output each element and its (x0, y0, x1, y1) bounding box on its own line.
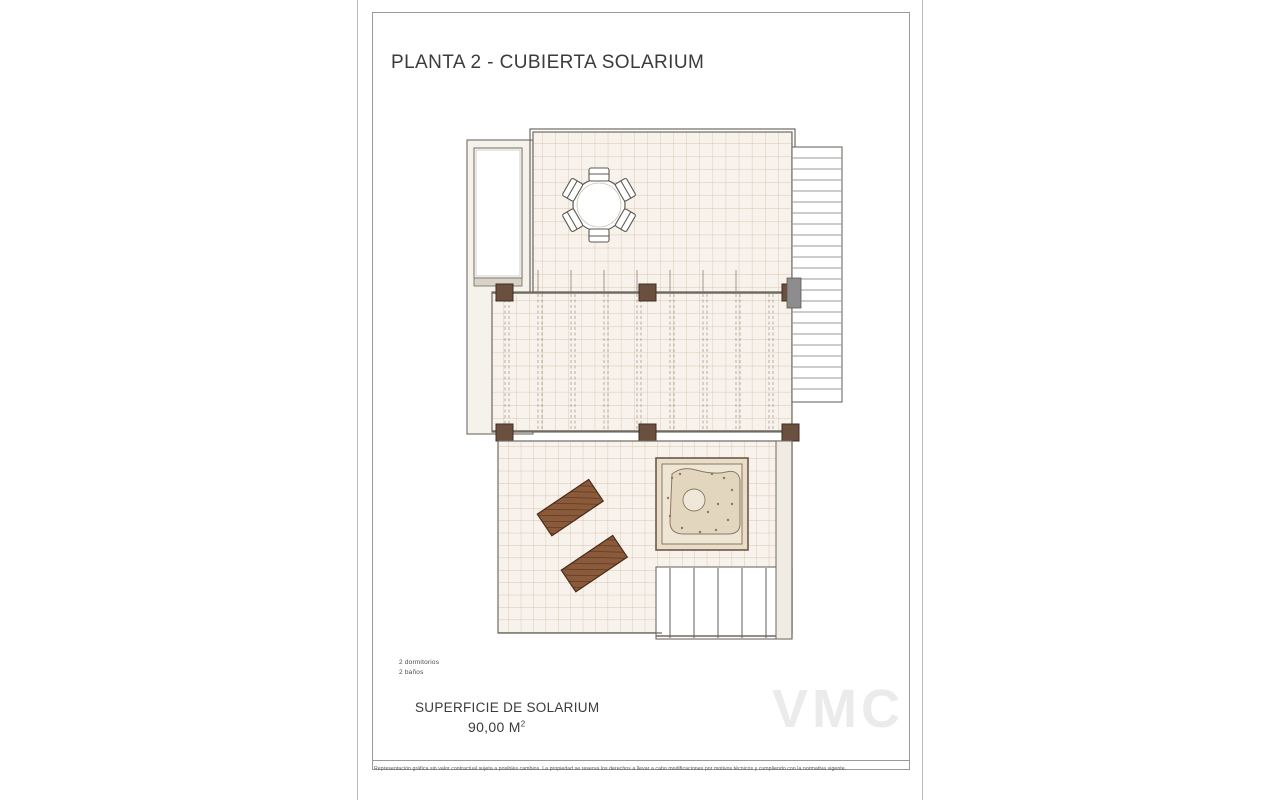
floor-plan-drawing (372, 12, 910, 770)
page-title: PLANTA 2 - CUBIERTA SOLARIUM (391, 52, 705, 73)
jacuzzi (656, 458, 748, 550)
area-value (468, 719, 525, 735)
escalera (787, 147, 842, 402)
spec-bedrooms: 2 dormitorios (399, 659, 440, 666)
footer-separator (372, 760, 910, 761)
area-label: SUPERFICIE DE SOLARIUM (415, 700, 600, 715)
spec-bathrooms: 2 baños (399, 669, 424, 676)
disclaimer-text: Representación gráfica sin valor contractual sujeta a posibles cambios. La propiedad se reserva los derechos a llevar a cabo modificaciones por motivos técnicos y cumpliendo con la normativa vigente. (374, 766, 847, 772)
plan-sheet (357, 0, 923, 800)
area-value-number: 90,00 M (468, 719, 521, 735)
area-unit-exponent: 2 (520, 719, 526, 729)
watermark: VMC (772, 679, 904, 739)
mesa-redonda-con-sillas (562, 168, 636, 242)
